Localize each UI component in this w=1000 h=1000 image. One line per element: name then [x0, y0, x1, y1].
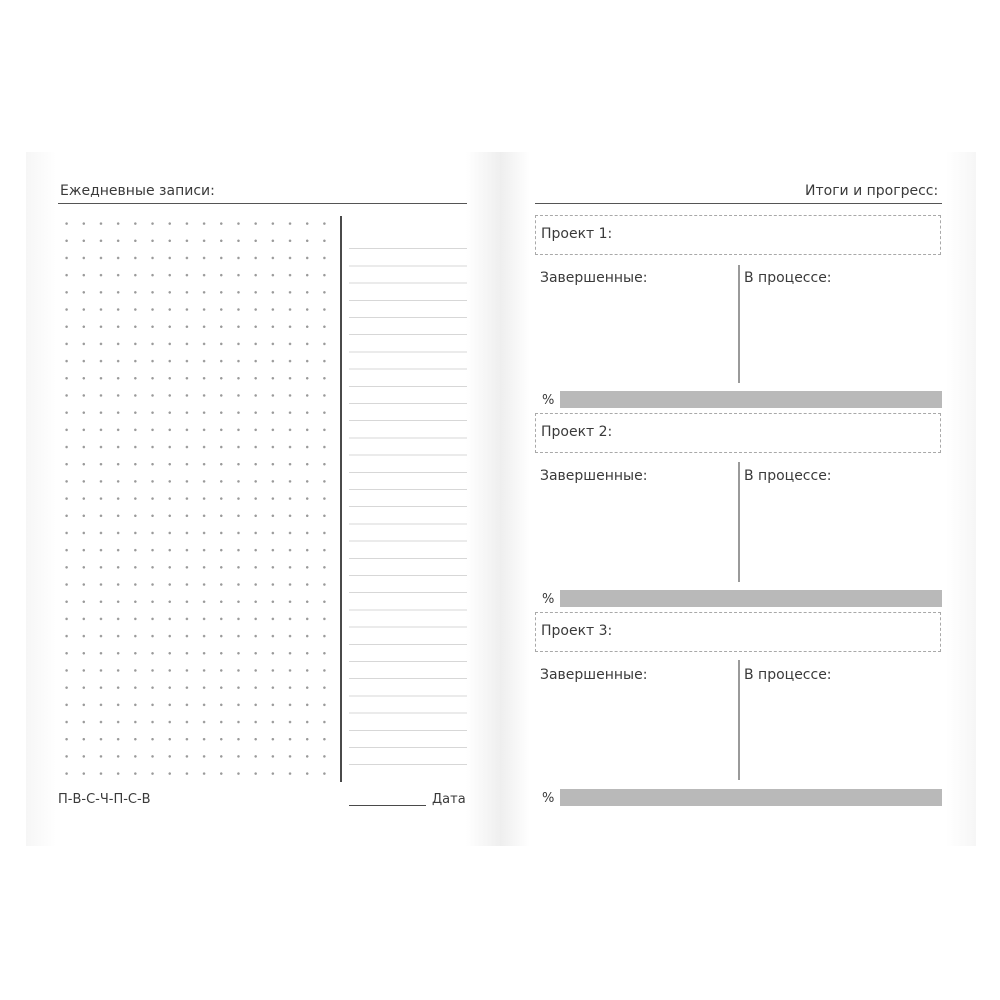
project-2-percent-sign: % — [542, 592, 555, 607]
project-3-progress-bar — [560, 789, 942, 806]
weekday-letters: П-В-С-Ч-П-С-В — [58, 792, 151, 807]
project-3-completed-label: Завершенные: — [540, 667, 648, 683]
project-3-in-progress-label: В процессе: — [744, 667, 832, 683]
project-2-progress-fill — [560, 590, 942, 607]
project-1-in-progress-label: В процессе: — [744, 270, 832, 286]
project-2-completed-label: Завершенные: — [540, 468, 648, 484]
project-1-percent-sign: % — [542, 393, 555, 408]
project-2-label: Проект 2: — [541, 424, 613, 440]
project-2-box[interactable] — [535, 413, 941, 453]
date-line — [349, 805, 426, 806]
lined-notes-area[interactable] — [349, 232, 467, 780]
page-divider-line — [340, 216, 342, 782]
project-2-in-progress-label: В процессе: — [744, 468, 832, 484]
project-2-progress-bar — [560, 590, 942, 607]
project-3-label: Проект 3: — [541, 623, 613, 639]
daily-notes-rule — [58, 203, 467, 204]
project-3-progress-fill — [560, 789, 942, 806]
dot-grid-area[interactable] — [58, 215, 333, 785]
project-3-box[interactable] — [535, 612, 941, 652]
project-1-progress-bar — [560, 391, 942, 408]
project-1-progress-fill — [560, 391, 942, 408]
project-1-column-divider — [738, 265, 740, 383]
date-label: Дата — [432, 792, 466, 807]
summary-rule — [535, 203, 942, 204]
project-3-column-divider — [738, 660, 740, 780]
project-1-label: Проект 1: — [541, 226, 613, 242]
project-1-completed-label: Завершенные: — [540, 270, 648, 286]
project-3-percent-sign: % — [542, 791, 555, 806]
project-2-column-divider — [738, 462, 740, 582]
project-1-box[interactable] — [535, 215, 941, 255]
summary-title: Итоги и прогресс: — [805, 183, 939, 199]
daily-notes-title: Ежедневные записи: — [60, 183, 215, 199]
